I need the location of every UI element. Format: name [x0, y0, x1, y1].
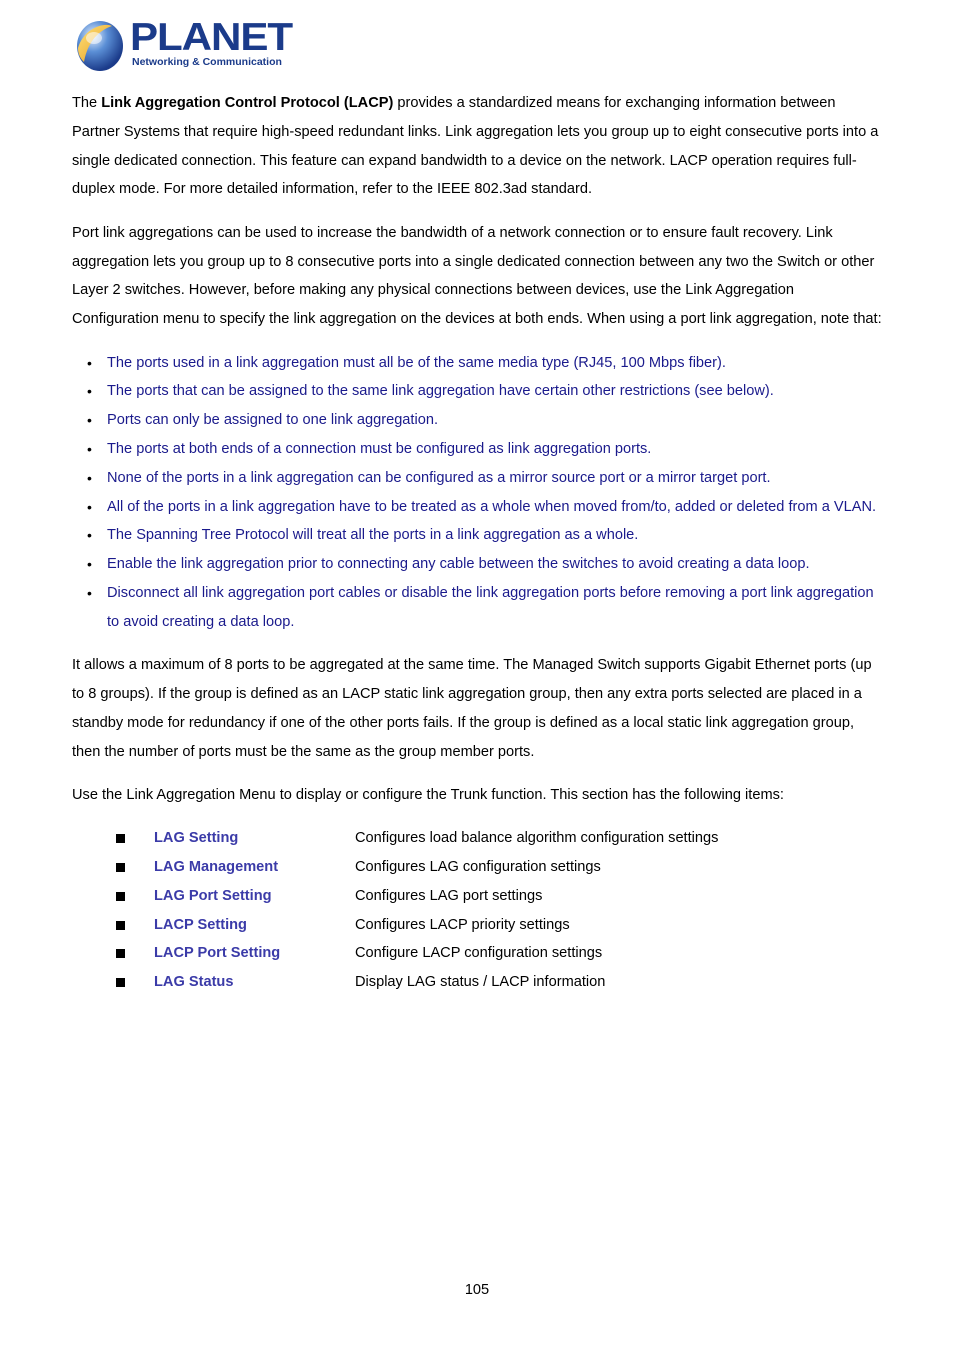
square-bullet-icon — [116, 834, 125, 843]
section-item-lag-setting — [72, 824, 884, 853]
page-number: 105 — [464, 1282, 490, 1298]
intro-pre: The — [72, 95, 102, 111]
section-item-lag-port-setting — [72, 882, 884, 911]
section-item-lag-management — [72, 853, 884, 882]
max-ports-paragraph: It allows a maximum of 8 ports to be aggregated at the same time. The Managed Switch supports Gigabit Ethernet ports (up to 8 groups). If the group is defined as an LACP static link aggregation group, then any extra ports selected are placed in a standby mode for redundancy if one of the other ports fails. If the group is defined as a local static link aggregation group, then the number of ports must be the same as the group member ports. — [72, 657, 872, 760]
port-aggregation-paragraph: Port link aggregations can be used to increase the bandwidth of a network connection or to ensure fault recovery. Link aggregation lets you group up to 8 consecutive ports into a single dedicated connection between any two the Switch or other Layer 2 switches. However, before making any physical connections between devices, use the Link Aggregation Configuration menu to specify the link aggregation on the devices at both ends. When using a port link aggregation, note that: — [72, 224, 882, 328]
item-description: Configures load balance algorithm configuration settings — [355, 830, 719, 847]
restrictions-list — [72, 349, 884, 637]
item-description: Configures LACP priority settings — [355, 916, 570, 933]
logo-wordmark: PLANET — [130, 16, 292, 59]
page-body — [72, 89, 884, 997]
list-item: • The ports that can be assigned to the same link aggregation have certain other restrictions (see below). — [72, 377, 884, 406]
square-bullet-icon — [116, 921, 125, 930]
list-item: • The ports used in a link aggregation must all be of the same media type (RJ45, 100 Mbps fiber). — [72, 349, 884, 378]
globe-icon — [74, 18, 126, 74]
square-bullet-icon — [116, 978, 125, 987]
item-link[interactable]: LAG Status — [154, 974, 234, 991]
square-bullet-icon — [116, 863, 125, 872]
intro-post: provides a standardized means for exchanging information between Partner Systems that require high-speed redundant links. Link aggregation lets you group up to eight consecutive ports into a single dedicated connection. This feature can expand bandwidth to a device on the network. LACP operation requires full-duplex mode. For more detailed information, refer to the IEEE 802.3ad standard. — [72, 95, 879, 198]
list-item: • None of the ports in a link aggregation can be configured as a mirror source port or a mirror target port. — [72, 464, 884, 493]
planet-logo — [74, 16, 292, 74]
square-bullet-icon — [116, 892, 125, 901]
item-description: Configures LAG configuration settings — [355, 859, 601, 876]
menu-intro-paragraph: Use the Link Aggregation Menu to display or configure the Trunk function. This section has the following items: — [72, 786, 784, 803]
item-link[interactable]: LAG Setting — [154, 830, 239, 847]
item-description: Configures LAG port settings — [355, 887, 543, 904]
list-item: • The ports at both ends of a connection must be configured as link aggregation ports. — [72, 435, 884, 464]
section-items-list — [72, 824, 884, 997]
item-link[interactable]: LACP Port Setting — [154, 945, 281, 962]
intro-paragraph — [72, 89, 884, 204]
item-link[interactable]: LACP Setting — [154, 916, 247, 933]
section-item-lacp-setting — [72, 911, 884, 940]
list-item: • Ports can only be assigned to one link aggregation. — [72, 406, 884, 435]
square-bullet-icon — [116, 949, 125, 958]
logo-tagline: Networking & Communication — [132, 56, 282, 68]
item-description: Display LAG status / LACP information — [355, 974, 606, 991]
lacp-term: Link Aggregation Control Protocol (LACP) — [101, 95, 394, 111]
list-item: • All of the ports in a link aggregation have to be treated as a whole when moved from/to, added or deleted from a VLAN. — [72, 493, 884, 522]
list-item: • The Spanning Tree Protocol will treat all the ports in a link aggregation as a whole. — [72, 521, 884, 550]
section-item-lag-status — [72, 968, 884, 997]
item-link[interactable]: LAG Port Setting — [154, 887, 272, 904]
list-item: • Disconnect all link aggregation port cables or disable the link aggregation ports before removing a port link aggregation to avoid creating a data loop. — [72, 579, 884, 637]
item-description: Configure LACP configuration settings — [355, 945, 603, 962]
item-link[interactable]: LAG Management — [154, 859, 279, 876]
section-item-lacp-port-setting — [72, 939, 884, 968]
list-item: • Enable the link aggregation prior to connecting any cable between the switches to avoid creating a data loop. — [72, 550, 884, 579]
